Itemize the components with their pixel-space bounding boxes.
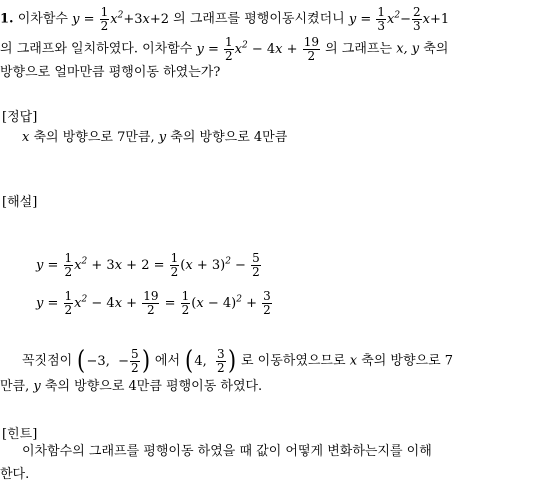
solution-text-2: 에서	[154, 353, 181, 369]
solution-line-2: 만큼, y 축의 방향으로 4만큼 평행이동 하였다.	[0, 379, 263, 394]
problem-text-1: 이차함수	[17, 11, 68, 27]
problem-line-3	[0, 66, 220, 79]
equation-original: y = $\frac{1}{2}$ $x^2+3x+2$	[72, 5, 170, 33]
solution-text-4: 축의 방향으로 7	[361, 353, 454, 369]
problem-text-6: 방향으로 얼마만큼 평행이동 하였는가?	[0, 65, 221, 80]
solution-text-6: 축의 방향으로 4만큼 평행이동 하였다.	[44, 379, 263, 394]
answer-text-1: 축의 방향으로 7만큼,	[33, 130, 155, 145]
equation-second: y = $\frac{1}{2}$ $x^2 - 4x$ + $\frac{19}{2}$	[196, 35, 319, 63]
problem-number: 1.	[0, 11, 14, 27]
problem-text-4: 의 그래프는	[325, 41, 393, 57]
problem-text-3: 의 그래프와 일치하였다. 이차함수	[0, 41, 193, 57]
solution-text-1: 꼭짓점이	[22, 353, 73, 369]
answer-text-2: 축의 방향으로 4만큼	[170, 130, 288, 145]
answer-line: x 축의 방향으로 7만큼, y 축의 방향으로 4만큼	[22, 130, 288, 145]
vertex-moved: (4, $\frac{3}{2}$ )	[185, 346, 236, 377]
solution-equation-2: y = $\frac{1}{2}$ $x^2 - 4x$ + $\frac{19}{2}$ = $\frac{1}{2}$ $(x - 4)^2$ + $\frac{3}{2}$	[36, 289, 271, 317]
solution-line-1: 꼭짓점이 (−3, − $\frac{5}{2}$ ) 에서 (4, $\frac{3}{2}$ ) 로 이동하였으므로 x 축의 방향으로 7	[22, 346, 454, 377]
hint-header: [힌트]	[2, 427, 38, 442]
problem-text-2: 의 그래프를 평행이동시켰더니	[173, 11, 345, 27]
solution-header: [해설]	[2, 195, 38, 210]
problem-line-2: 의 그래프와 일치하였다. 이차함수 y = $\frac{1}{2}$ $x^2 - 4x$ + $\frac{19}{2}$ 의 그래프는 x, y 축의	[0, 35, 449, 63]
solution-text-3: 로 이동하였으므로	[240, 353, 346, 369]
problem-text-5: 축의	[423, 41, 449, 57]
problem-line-1	[0, 6, 449, 32]
vertex-original: (−3, − $\frac{5}{2}$ )	[77, 346, 150, 377]
solution-equation-1: y = $\frac{1}{2}$ $x^2 + 3x + 2$ = $\frac{1}{2}$ $(x + 3)^2$ − $\frac{5}{2}$	[36, 251, 260, 279]
solution-text-5: 만큼,	[0, 379, 30, 394]
hint-line-1: 이차함수의 그래프를 평행이동 하였을 때 값이 어떻게 변화하는지를 이해	[22, 444, 432, 459]
hint-line-2: 한다.	[0, 467, 30, 482]
answer-header: [정답]	[2, 110, 38, 125]
equation-target: y = $\frac{1}{3}$ $x^2-$ $\frac{2}{3}$ x+1	[348, 5, 450, 33]
